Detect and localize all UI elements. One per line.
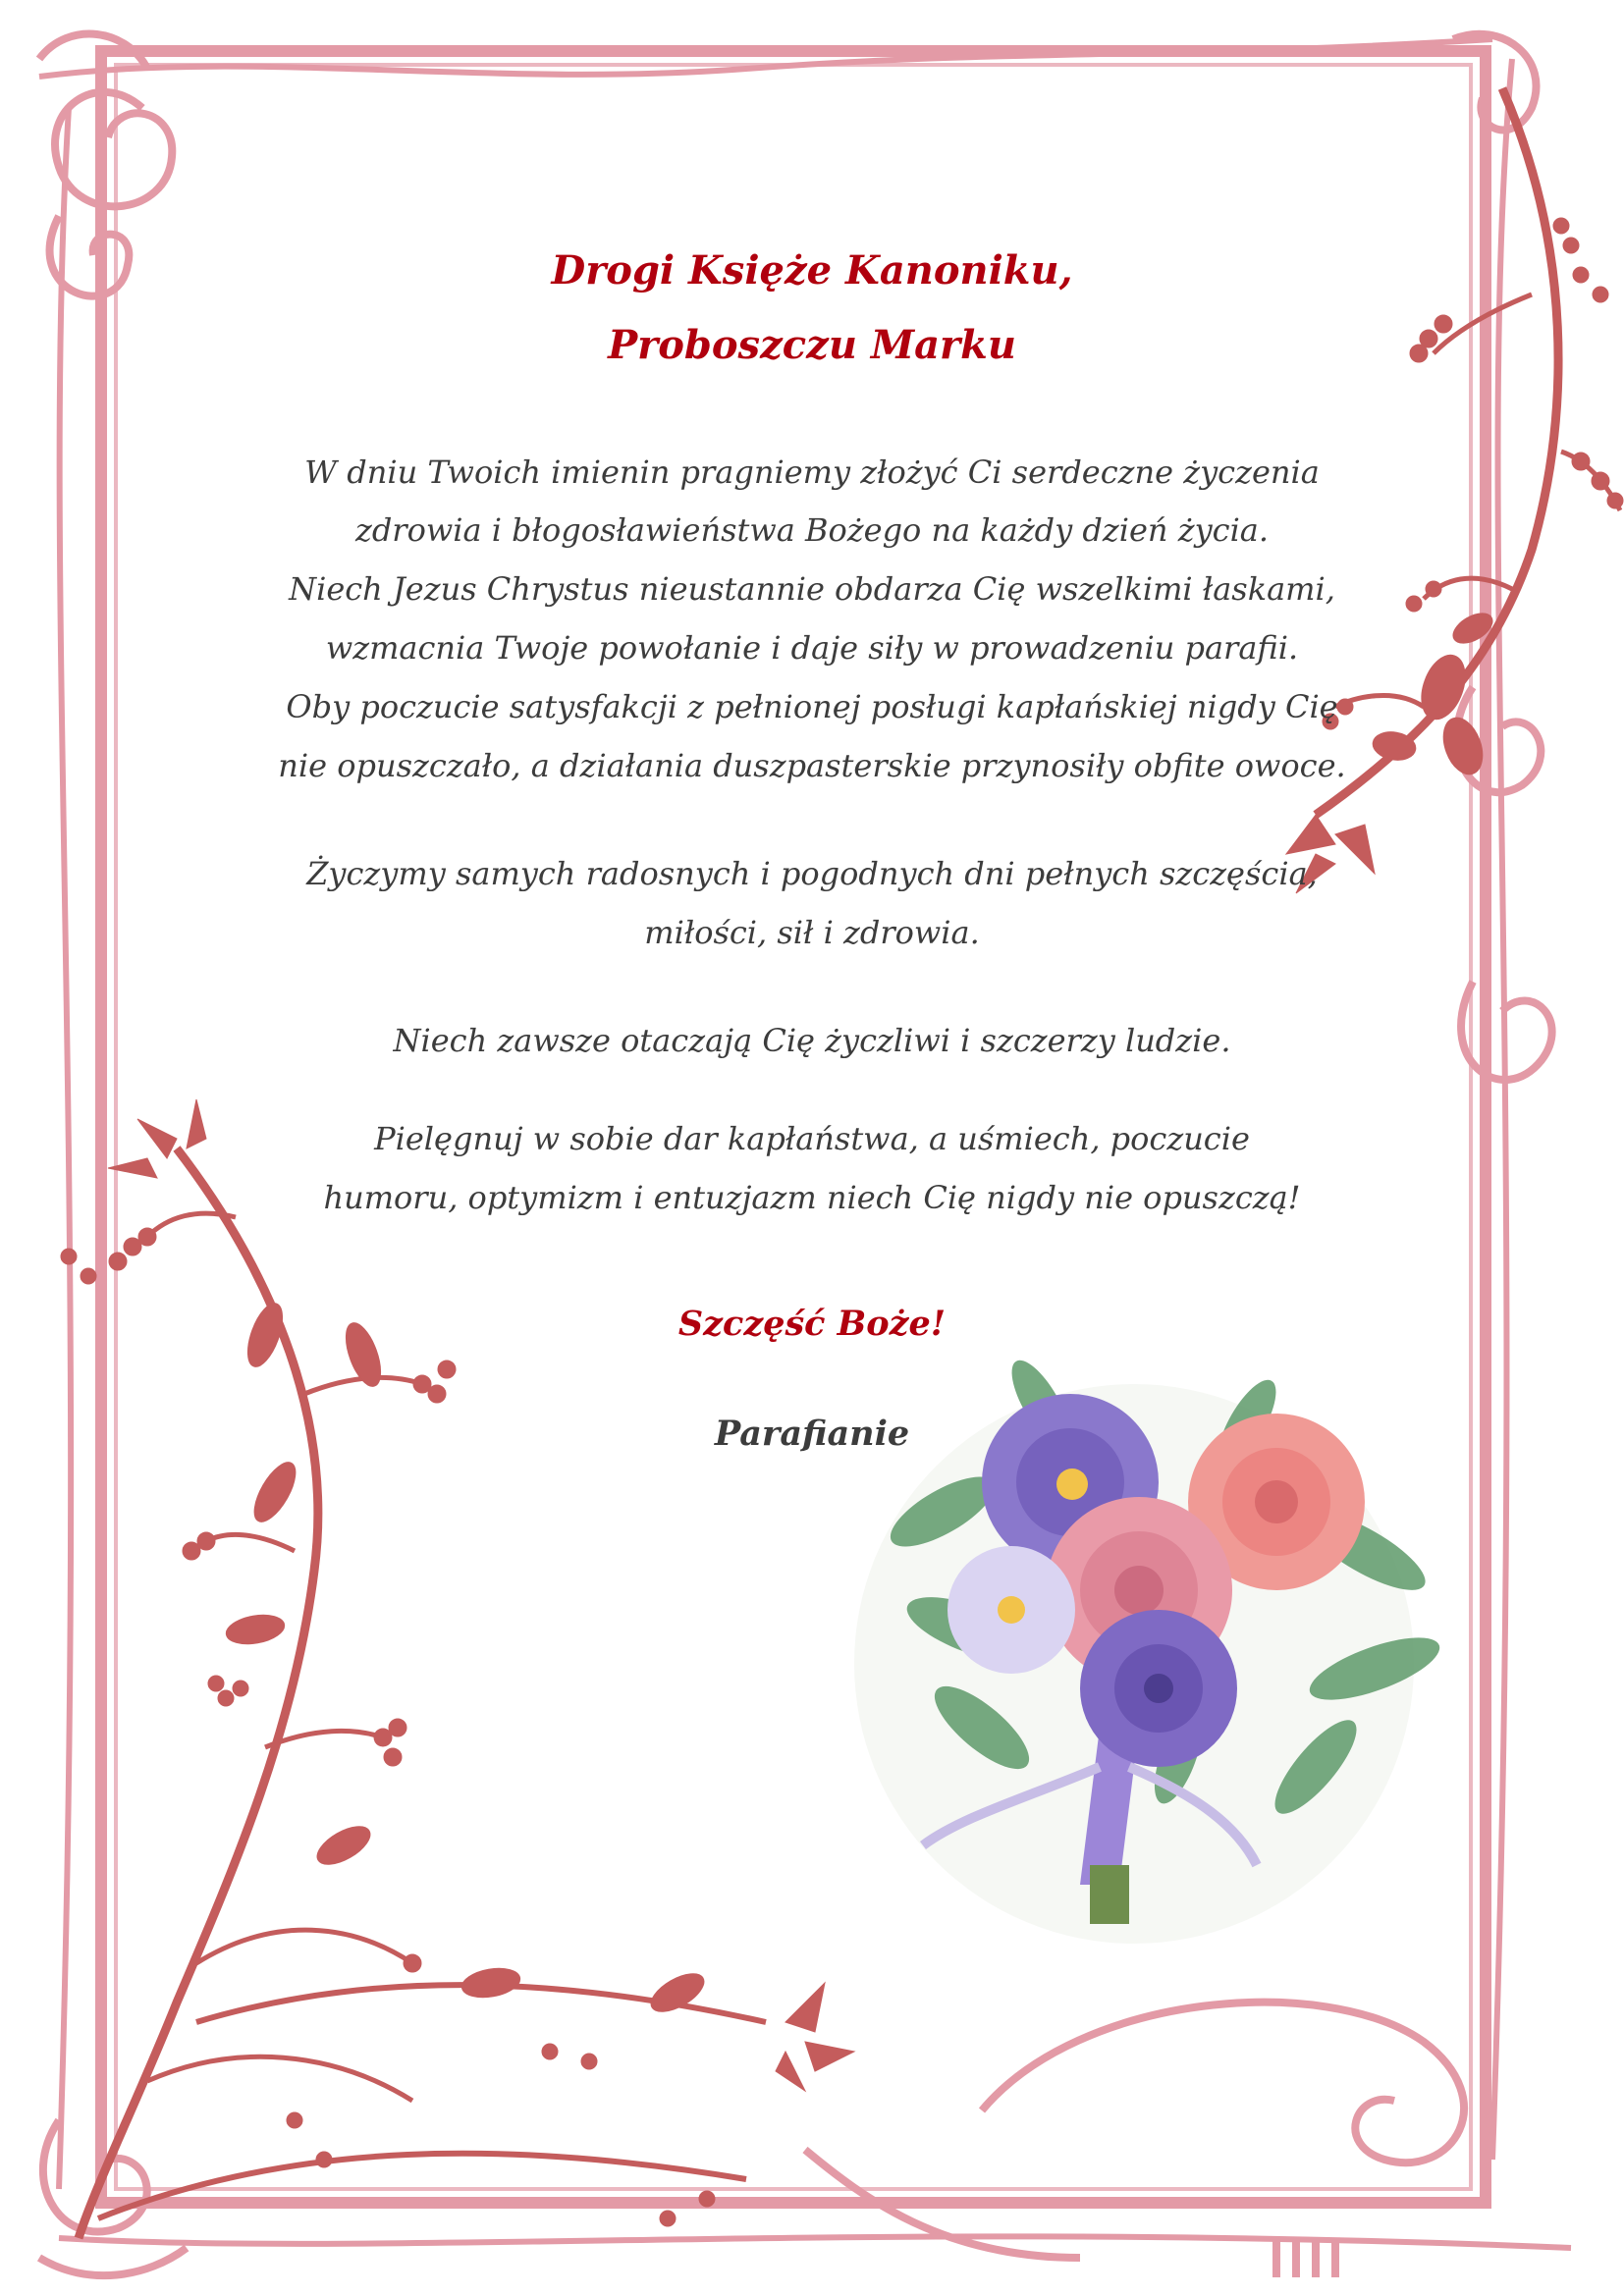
signature: Parafianie — [714, 1414, 910, 1454]
wishes-line: Oby poczucie satysfakcji z pełnionej posługi kapłańskiej nigdy Cię — [286, 688, 1338, 725]
greeting-line-2: Proboszczu Marku — [608, 322, 1016, 368]
wishes-line: wzmacnia Twoje powołanie i daje siły w prowadzeniu parafii. — [325, 629, 1299, 667]
closing-blessing: Szczęść Boże! — [677, 1304, 947, 1344]
wishes-line: humoru, optymizm i entuzjazm niech Cię nigdy nie opuszczą! — [323, 1179, 1301, 1216]
bottom-left-berry-branch — [61, 1099, 854, 2238]
wishes-line: Niech zawsze otaczają Cię życzliwi i szczerzy ludzie. — [393, 1022, 1231, 1059]
wishes-line: Niech Jezus Chrystus nieustannie obdarza Cię wszelkimi łaskami, — [289, 570, 1335, 608]
wishes-line: Pielęgnuj w sobie dar kapłaństwa, a uśmiech, poczucie — [374, 1120, 1250, 1157]
wishes-line: nie opuszczało, a działania duszpasterskie przynosiły obfite owoce. — [278, 747, 1346, 784]
wishes-line: zdrowia i błogosławieństwa Bożego na każdy dzień życia. — [354, 511, 1270, 549]
wishes-line: W dniu Twoich imienin pragniemy złożyć Ci serdeczne życzenia — [304, 454, 1320, 491]
wishes-line: Życzymy samych radosnych i pogodnych dni pełnych szczęścia, — [306, 855, 1318, 892]
wishes-line: miłości, sił i zdrowia. — [644, 914, 980, 951]
greeting-line-1: Drogi Księże Kanoniku, — [551, 247, 1073, 294]
